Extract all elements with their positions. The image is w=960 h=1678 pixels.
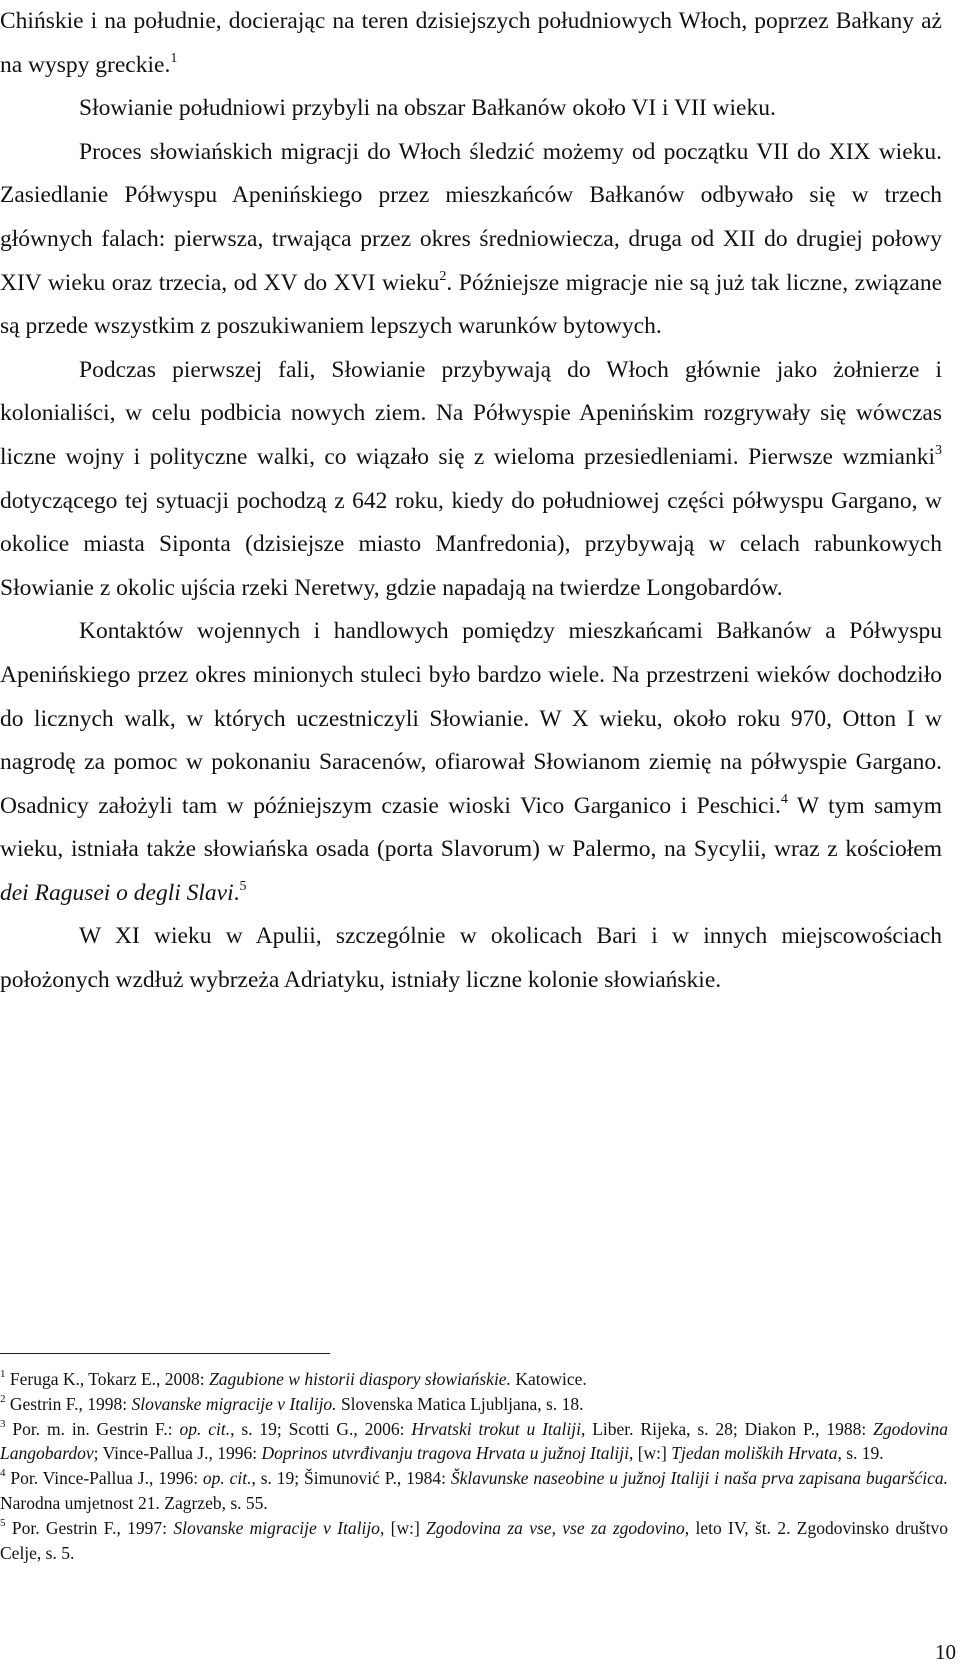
footnote-text: Feruga K., Tokarz E., 2008: (9, 1369, 210, 1389)
footnote-title: Hrvatski trokut u Italiji (411, 1418, 581, 1439)
paragraph-6: W XI wieku w Apulii, szczególnie w okolicach Bari i w innych miejscowościach położonych wzdłuż wybrzeża Adriatyku, istniały liczne kolonie słowiańskie. (0, 923, 942, 994)
footnote-title: op. cit. (202, 1468, 252, 1489)
footnote-number: 3 (0, 1417, 6, 1430)
footnote-title: Zgodovina za vse, vse za zgodovino (426, 1517, 685, 1538)
footnote-ref-3[interactable]: 3 (935, 442, 942, 458)
footnote-title: Zagubione w historii diaspory słowiańskie. (209, 1369, 511, 1389)
footnote-text: ; Vince-Pallua J., 1996: (93, 1443, 262, 1464)
footnote-text: , Liber. Rijeka, s. 28; Diakon P., 1988: (581, 1418, 874, 1439)
footnote-text: Por. Vince-Pallua J., 1996: (10, 1468, 203, 1489)
footnote-2 (0, 1392, 948, 1417)
footnote-text: , s. 19; Šimunović P., 1984: (251, 1468, 451, 1489)
footnote-title: Slovanske migracije v Italijo. (131, 1393, 337, 1414)
paragraph-1: Chińskie i na południe, docierając na teren dzisiejszych południowych Włoch, poprzez Bałkany aż na wyspy greckie.$^1$ (0, 8, 942, 78)
page-number: 10 (935, 1640, 956, 1664)
footnote-text: , [w:] (628, 1443, 672, 1464)
footnote-number: 2 (0, 1392, 6, 1405)
footnote-ref-4[interactable]: 4 (780, 791, 788, 807)
footnote-title: Tjedan moliških Hrvata (671, 1443, 838, 1464)
footnote-text: Por. Gestrin F., 1997: (11, 1517, 174, 1538)
footnote-ref-5[interactable]: 5 (239, 878, 247, 894)
footnote-5 (0, 1516, 948, 1566)
footnote-text: Gestrin F., 1998: (9, 1393, 132, 1414)
paragraph-2: Słowianie południowi przybyli na obszar Bałkanów około VI i VII wieku. (79, 95, 776, 122)
footnotes (0, 1367, 948, 1565)
footnote-text: Katowice. (510, 1369, 587, 1389)
footnote-separator (0, 1353, 330, 1354)
footnote-text: , s. 19; Scotti G., 2006: (230, 1418, 412, 1439)
footnote-3 (0, 1417, 948, 1467)
footnote-text: , leto IV, št. 2. Zgodovinsko društvo Celje, s. 5. (0, 1517, 948, 1563)
footnote-text: Por. m. in. Gestrin F.: (12, 1418, 180, 1439)
footnote-title: Zgodovina Langobardov (0, 1418, 949, 1464)
footnote-ref-2[interactable]: 2 (439, 268, 447, 284)
footnote-title: Šklavunske naseobine u južnoj Italiji i naša prva zapisana bugaršćica. (450, 1468, 948, 1489)
footnote-title: Doprinos utvrđivanju tragova Hrvata u južnoj Italiji (261, 1443, 629, 1464)
paragraph-5: Kontaktów wojennych i handlowych pomiędzy mieszkańcami Bałkanów a Półwyspu Apenińskiego przez okres minionych stuleci było bardzo wiele. Na przestrzeni wieków dochodziło do licznych walk, w których uczestniczyli Słowianie. W X wieku, około roku 970, Otton I w nagrodę za pomoc w pokonaniu Saracenów, ofiarował Słowianom ziemię na półwyspie Gargano. Osadnicy założyli tam w późniejszym czasie wioski Vico Garganico i Peschici.$^4$ W tym samym wieku, istniała także słowiańska osada (porta Slavorum) w Palermo, na Sycylii, wraz z kościołem dei Ragusei o degli Slavi.$^5$ (0, 618, 942, 906)
paragraph-3: Proces słowiańskich migracji do Włoch śledzić możemy od początku VII do XIX wieku. Zasiedlanie Półwyspu Apenińskiego przez mieszkańców Bałkanów odbywało się w trzech głównych falach: pierwsza, trwająca przez okres średniowiecza, druga od XII do drugiej połowy XIV wieku oraz trzecia, od XV do XVI wieku$^2$. Późniejsze migracje nie są już tak liczne, związane są przede wszystkim z poszukiwaniem lepszych warunków bytowych. (0, 138, 942, 340)
footnote-number: 4 (0, 1467, 6, 1480)
paragraph-4: Podczas pierwszej fali, Słowianie przybywają do Włoch głównie jako żołnierze i kolonialiści, w celu podbicia nowych ziem. Na Półwyspie Apenińskim rozgrywały się wówczas liczne wojny i polityczne walki, co wiązało się z wieloma przesiedleniami. Pierwsze wzmianki$^3$ dotyczącego tej sytuacji pochodzą z 642 roku, kiedy do południowej części półwyspu Gargano, w okolice miasta Siponta (dzisiejsze miasto Manfredonia), przybywają w celach rabunkowych Słowianie z okolic ujścia rzeki Neretwy, gdzie napadają na twierdze Longobardów. (0, 356, 942, 601)
footnote-title: op. cit. (179, 1418, 231, 1439)
footnote-text: , s. 19. (837, 1443, 884, 1464)
footnote-text: Slovenska Matica Ljubljana, s. 18. (336, 1393, 584, 1414)
footnote-text: , [w:] (379, 1517, 427, 1538)
footnote-4 (0, 1466, 948, 1516)
footnote-1 (0, 1367, 948, 1392)
footnote-text: Narodna umjetnost 21. Zagrzeb, s. 55. (0, 1492, 268, 1513)
footnote-number: 1 (0, 1368, 6, 1380)
footnote-title: Slovanske migracije v Italijo (173, 1517, 380, 1538)
footnote-ref-1[interactable]: 1 (170, 50, 178, 66)
footnote-number: 5 (0, 1516, 6, 1529)
